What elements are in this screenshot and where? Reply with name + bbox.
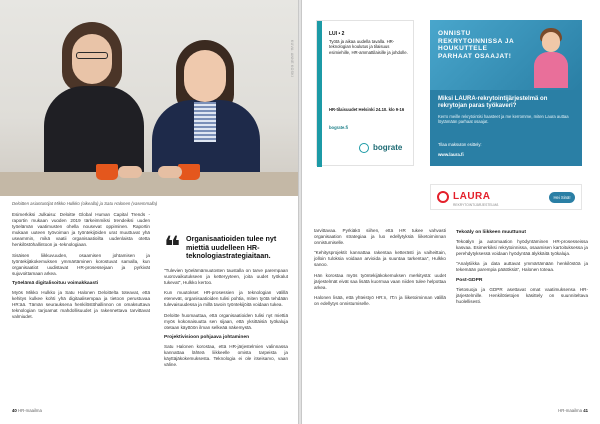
quote-mark-icon: ❝ (164, 230, 181, 263)
paragraph: Satu Halonen korostaa, että HR-järjestelmien valinnassa kannattaa lähteä liikkeelle omista tarpeista ja käyttäjäkokemuksesta. Teknologia ei ole itseisarvo, vaan väline. (164, 343, 288, 368)
pull-quote-text: Organisaatioiden tulee nyt miettiä uudelleen HR-teknologiastrategiaitaan. (186, 234, 277, 261)
page-folio (12, 408, 42, 413)
laura-logo-banner[interactable] (430, 184, 582, 210)
laura-tagline: REKRYTOINTIJÄRJESTELMÄ (453, 203, 499, 207)
paragraph: "Tulevien työelämämuutosten taustalla on tarve parempaan vuorovaikutukseen ja ketteryyteen, joita uudet työkalut tukevat", Hulkko kertoo. (164, 268, 288, 286)
left-page (0, 0, 298, 424)
paragraph: "Kehitysprojektit kannattaa rakentaa ketterästi ja vaiheittain, jolloin tuloksia voidaan arvioida ja suuntaa tarkentaa", Hulkko sanoo. (314, 250, 446, 268)
article-photo (0, 0, 298, 196)
ad-url[interactable]: bograte.fi (329, 125, 349, 130)
bograte-logo: bograte (373, 143, 403, 152)
laura-logo-icon (437, 191, 449, 203)
page-number: 41 (583, 408, 588, 413)
paragraph: Tietosuoja ja GDPR asettavat omat vaatimuksensa HR-järjestelmille. Henkilötietojen käsittely on suunniteltava huolellisesti. (456, 286, 588, 304)
ad-question: Miksi LAURA-rekrytointijärjestelmä on rekrytojan paras työkaveri? (438, 96, 548, 109)
page-number: 40 (12, 408, 17, 413)
subheading: Tekoäly on liikkeen muuttunut (456, 230, 527, 235)
illustration-person-head (542, 32, 560, 52)
page-folio (558, 408, 588, 413)
laura-button[interactable]: Hei Sinä! (549, 192, 575, 203)
table (0, 172, 298, 196)
paragraph: Halonen lisää, että yhteistyö HR:n, IT:n ja liiketoiminnan välillä on edellytys onnistumiselle. (314, 294, 446, 306)
hand (118, 166, 142, 178)
ad-body: Työtä ja aikaa uudella tavalla. HR-teknologian koulutus ja tilaisuus esimiehille, HR-ammattilaisille ja johdolle. (329, 39, 408, 55)
ad-accent-bar (317, 21, 322, 167)
paragraph: Sisäisen liikkuvuuden, osaamisen johtamisen ja työntekijäkokemuksen ymmärtäminen korostuvat samalla, kun organisaatiot uudistavat HR-prosessejaan ja pyrkivät sujuvoittamaan arkea. (12, 252, 150, 276)
ad-laura[interactable] (430, 20, 582, 166)
ad-title: LUI • 2 (329, 31, 345, 37)
paragraph: tarvittavaa. Pyrkiäkö siihen, että HR tukee vahvasti organisaation strategiaa ja luo edellytyksiä liiketoiminnan onnistumiselle. (314, 228, 446, 246)
text-column-4 (456, 228, 588, 309)
person-left-face (72, 34, 112, 84)
photo-credit: KUVA: ANNE KOSKI (290, 40, 294, 78)
ad-headline: ONNISTU REKRYTOINNISSA JA HOUKUTTELE PARHAAT OSAAJAT! (438, 30, 514, 60)
subheading: Post-GDPR (456, 277, 483, 283)
right-page (302, 0, 600, 424)
subheading: Työelämä digitalisoituu voimakkaasti (12, 280, 99, 286)
paragraph: Esimerkiksi Julkaisu: Deloitte Global Human Capital Trends -raportin mukaan vuoden 2019 tärkeimmiksi trendeiksi uuden työelämän vaatimusten ohella nousevat oppiminen. Raportin mukaan uuteen työvoiman ja työntekijöiden urat muuttuvat yhä useammin, mikä vaatii organisaatioilta uudenlaista otetta henkilöstöhallintoon ja -teknologiaan. (12, 212, 150, 248)
bograte-logo-icon (359, 143, 369, 153)
illustration-person-body (534, 52, 568, 88)
ad-bograte[interactable] (316, 20, 414, 166)
magazine-name: HR-maailma (17, 408, 42, 413)
subheading: Projektivisioon pohjaava johtaminen (164, 334, 250, 340)
text-column-3 (314, 228, 446, 311)
ad-event-info: HR-tilaisuudet Helsinki 24.10. klo 9-16 (329, 107, 405, 112)
ad-url[interactable]: www.laura.fi (438, 152, 464, 157)
laura-logo: LAURA (453, 191, 491, 202)
person-right-face (184, 50, 226, 102)
ad-body: Kerro meille rekrytointisi haasteet ja me kerromme, miten Laura auttaa löytämään parhaat osaajat. (438, 114, 569, 125)
magazine-name: HR-maailma (558, 408, 583, 413)
hand (158, 166, 182, 178)
paragraph: Hän korostaa myös työntekijäkokemuksen merkitystä: uudet järjestelmät eivät saa lisätä kuormaa vaan niiden tulee helpottaa arkea. (314, 272, 446, 290)
paragraph: Myös Mikko Hulkko ja Satu Halonen Deloittelta toteavat, että kehitys kulkee kohti yhä digitaalisempaa ja tietoon perustuvaa HR:ää. Tämän seurauksena henkilöstöhallinnon on omaksuttava teknologian tarjoamat mahdollisuudet ja rakennettava tarvittavat valmiudet. (12, 290, 150, 320)
paragraph: "Analytiikka ja data auttavat ymmärtämään henkilöstöä ja tekemään parempia päätöksiä", Halonen toteaa. (456, 261, 588, 273)
text-column-2 (164, 268, 288, 372)
ad-cta: Tilaa maksuton esittely: (438, 142, 482, 147)
paragraph: Tekoälyn ja automaation hyödyntäminen HR-prosesseissa kasvaa. Esimerkiksi rekrytoinnissa, osaamisen kartoituksessa ja perehdytyksessä voidaan hyödyntää älykkäitä työkaluja. (456, 239, 588, 257)
paragraph: Deloitte huomauttaa, että organisaatioiden tulisi nyt miettiä myös kokonaisuutta sen sijaan, että yksittäisiä työkaluja otetaan käyttöön ilman selkeää näkemystä. (164, 312, 288, 330)
paragraph: Kun muutokset HR-prosessien ja teknologian välillä etenevät, organisaatioiden tulisi pohtia, miten työtä tehdään tulevaisuudessa ja millä tavoin työntekijöitä voidaan tukea. (164, 290, 288, 308)
orange-mug (96, 164, 118, 180)
striped-shirt (194, 102, 216, 142)
text-column-1 (12, 212, 150, 325)
glasses (76, 52, 108, 59)
photo-caption: Deloitten asiantuntijat Mikko Hulkko (oikealla) ja Satu Halonen (vasemmalla) (12, 201, 158, 206)
